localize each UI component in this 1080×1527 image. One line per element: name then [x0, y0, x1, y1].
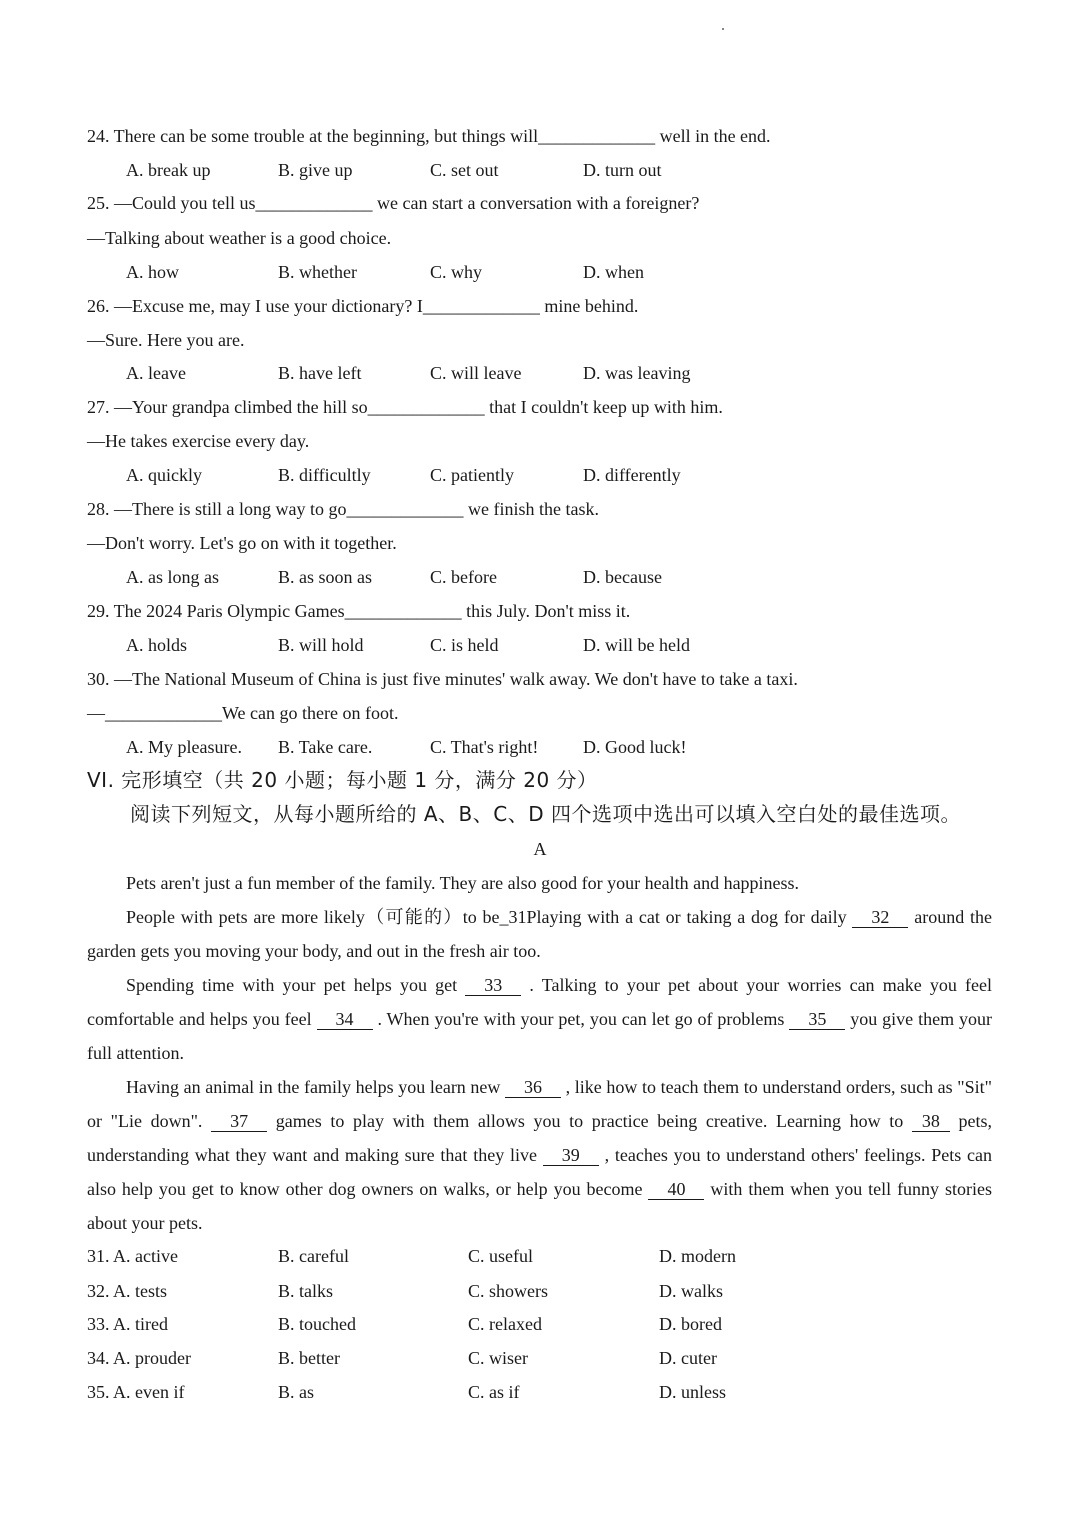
option-c: C. is held — [430, 635, 499, 655]
blank-40: 40 — [648, 1179, 704, 1200]
question-text: that I couldn't keep up with him. — [484, 397, 723, 417]
options-30 — [126, 735, 1026, 759]
question-26 — [87, 294, 638, 318]
passage-text: around the garden gets you moving your body, and out in the fresh air too. — [87, 907, 992, 961]
passage-text: , teaches you to understand others' feelings. Pets can also help you get to know other dog owners on walks, or help you become — [87, 1145, 993, 1199]
blank-34: 34 — [317, 1009, 373, 1030]
scan-speck — [722, 28, 724, 30]
option-a: A. how — [126, 262, 179, 282]
passage-paragraph-3 — [87, 968, 992, 1070]
option-d: D. cuter — [659, 1348, 717, 1368]
question-text: 27. —Your grandpa climbed the hill so — [87, 397, 368, 417]
question-24 — [87, 124, 771, 148]
option-b: B. will hold — [278, 635, 364, 655]
option-c: C. patiently — [430, 465, 514, 485]
option-a: A. quickly — [126, 465, 202, 485]
passage-paragraph-4 — [87, 1070, 992, 1240]
question-25 — [87, 191, 699, 215]
option-b: B. give up — [278, 160, 353, 180]
answer-blank: _____________ — [538, 126, 656, 146]
option-a: 33. A. tired — [87, 1314, 168, 1334]
passage-text: pets, understanding what they want and making sure that they live — [87, 1111, 992, 1165]
option-d: D. bored — [659, 1314, 722, 1334]
option-a: A. break up — [126, 160, 211, 180]
option-a: A. holds — [126, 635, 188, 655]
answer-blank: _____________ — [367, 397, 485, 417]
choices-32 — [87, 1279, 987, 1303]
option-b: B. have left — [278, 363, 362, 383]
passage-text: , like how to teach them to understand orders, such as "Sit" or "Lie down". — [87, 1077, 992, 1131]
option-c: C. before — [430, 567, 497, 587]
option-c: C. relaxed — [468, 1314, 542, 1334]
question-28 — [87, 497, 599, 521]
blank-39: 39 — [543, 1145, 599, 1166]
option-d: D. when — [583, 262, 644, 282]
option-b: B. careful — [278, 1246, 349, 1266]
choices-34 — [87, 1346, 987, 1370]
passage-text: . When you're with your pet, you can let go of problems — [372, 1009, 790, 1029]
question-30: 30. —The National Museum of China is just five minutes' walk away. We don't have to take a taxi. — [87, 669, 798, 689]
option-c: C. why — [430, 262, 483, 282]
options-28 — [126, 565, 1026, 589]
reply-28: —Don't worry. Let's go on with it together. — [87, 533, 397, 553]
blank-35: 35 — [789, 1009, 845, 1030]
choices-33 — [87, 1312, 987, 1336]
options-24 — [126, 158, 1026, 182]
option-d: D. turn out — [583, 160, 662, 180]
option-b: B. touched — [278, 1314, 356, 1334]
question-text: 26. —Excuse me, may I use your dictionary? I — [87, 296, 423, 316]
option-b: B. Take care. — [278, 737, 373, 757]
option-b: B. talks — [278, 1281, 334, 1301]
answer-blank: _____________ — [255, 193, 373, 213]
section-instruction: 阅读下列短文，从每小题所给的 A、B、C、D 四个选项中选出可以填入空白处的最佳选项。 — [130, 802, 961, 826]
passage-paragraph-1: Pets aren't just a fun member of the family. They are also good for your health and happiness. — [126, 873, 800, 893]
reply-text: We can go there on foot. — [222, 703, 399, 723]
question-text: mine behind. — [539, 296, 639, 316]
blank-33: 33 — [465, 975, 521, 996]
option-d: D. because — [583, 567, 662, 587]
passage-text: games to play with them allows you to practice being creative. Learning how to — [267, 1111, 912, 1131]
option-c: C. will leave — [430, 363, 522, 383]
choices-35 — [87, 1380, 987, 1404]
options-27 — [126, 463, 1026, 487]
blank-36: 36 — [505, 1077, 561, 1098]
option-b: B. as soon as — [278, 567, 372, 587]
option-c: C. wiser — [468, 1348, 528, 1368]
option-a: 31. A. active — [87, 1246, 178, 1266]
option-d: D. unless — [659, 1382, 726, 1402]
options-29 — [126, 633, 1026, 657]
answer-blank: _____________ — [105, 703, 222, 723]
option-c: C. set out — [430, 160, 499, 180]
option-a: 34. A. prouder — [87, 1348, 191, 1368]
passage-text: you give them your full attention. — [87, 1009, 992, 1063]
option-b: B. whether — [278, 262, 357, 282]
blank-38: 38 — [912, 1111, 950, 1132]
passage-paragraph-2 — [87, 900, 992, 968]
passage-label: A — [533, 839, 547, 859]
reply-30 — [87, 701, 398, 725]
option-d: D. Good luck! — [583, 737, 687, 757]
option-d: D. was leaving — [583, 363, 691, 383]
blank-32: 32 — [852, 907, 908, 928]
passage-text: with them when you tell funny stories about your pets. — [87, 1179, 992, 1233]
option-d: D. will be held — [583, 635, 690, 655]
reply-25: —Talking about weather is a good choice. — [87, 228, 392, 248]
question-text: we finish the task. — [463, 499, 599, 519]
option-a: A. leave — [126, 363, 186, 383]
passage-text: . Talking to your pet about your worries can make you feel comfortable and helps you feel — [87, 975, 992, 1029]
option-b: B. better — [278, 1348, 340, 1368]
option-b: B. difficultly — [278, 465, 371, 485]
passage-text: People with pets are more likely（可能的）to be_31Playing with a cat or taking a dog for daily — [126, 907, 853, 927]
answer-blank: _____________ — [346, 499, 464, 519]
option-d: D. differently — [583, 465, 681, 485]
option-c: C. That's right! — [430, 737, 539, 757]
options-26 — [126, 361, 1026, 385]
dash: — — [87, 703, 105, 723]
option-a: A. as long as — [126, 567, 219, 587]
question-text: 28. —There is still a long way to go — [87, 499, 347, 519]
question-text: well in the end. — [655, 126, 771, 146]
question-text: 24. There can be some trouble at the beginning, but things will — [87, 126, 539, 146]
passage-text: Spending time with your pet helps you get — [126, 975, 466, 995]
options-25 — [126, 260, 1026, 284]
option-c: C. as if — [468, 1382, 520, 1402]
answer-blank: _____________ — [344, 601, 462, 621]
option-d: D. walks — [659, 1281, 723, 1301]
option-a: 32. A. tests — [87, 1281, 168, 1301]
question-text: this July. Don't miss it. — [461, 601, 631, 621]
choices-31 — [87, 1244, 987, 1268]
reply-26: —Sure. Here you are. — [87, 330, 245, 350]
option-a: A. My pleasure. — [126, 737, 242, 757]
question-text: 29. The 2024 Paris Olympic Games — [87, 601, 345, 621]
section-heading: VI. 完形填空（共 20 小题；每小题 1 分，满分 20 分） — [87, 768, 598, 792]
option-b: B. as — [278, 1382, 314, 1402]
reply-27: —He takes exercise every day. — [87, 431, 310, 451]
question-29 — [87, 599, 630, 623]
question-text: 25. —Could you tell us — [87, 193, 256, 213]
question-27 — [87, 395, 723, 419]
option-c: C. useful — [468, 1246, 533, 1266]
passage-text: Having an animal in the family helps you learn new — [126, 1077, 506, 1097]
option-d: D. modern — [659, 1246, 736, 1266]
answer-blank: _____________ — [422, 296, 540, 316]
option-a: 35. A. even if — [87, 1382, 185, 1402]
option-c: C. showers — [468, 1281, 548, 1301]
question-text: we can start a conversation with a foreigner? — [372, 193, 700, 213]
blank-37: 37 — [211, 1111, 267, 1132]
